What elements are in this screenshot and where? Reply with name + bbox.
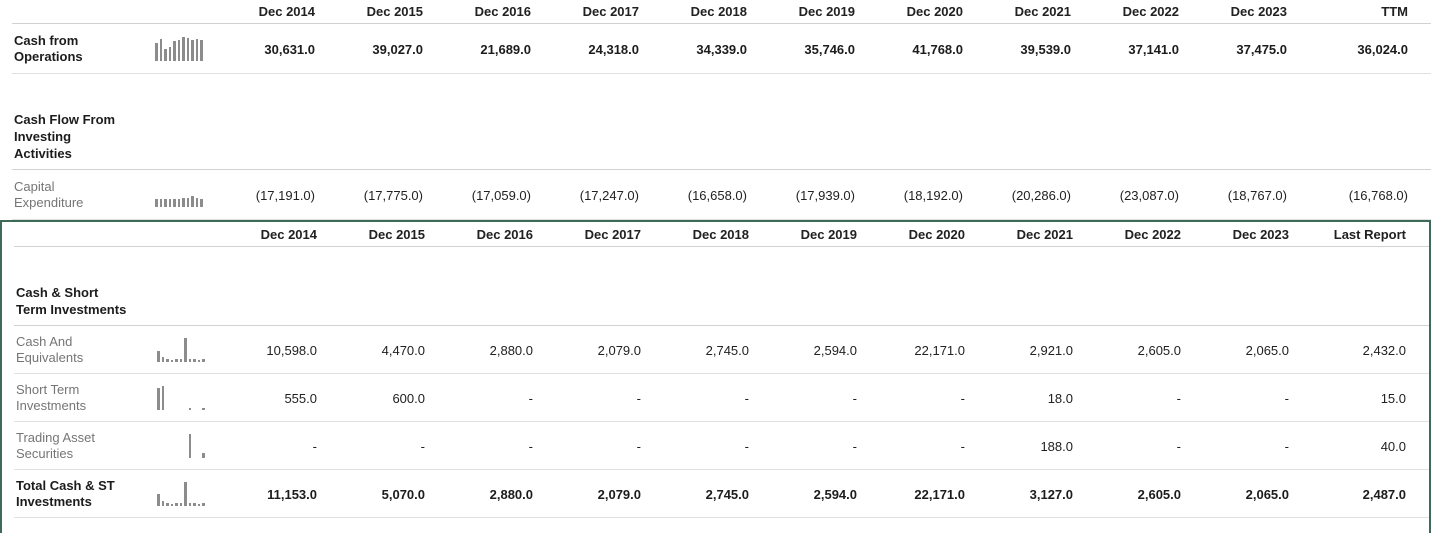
table-row[interactable] (2, 374, 1429, 422)
spark-bar (169, 47, 172, 61)
spark-bar (157, 351, 160, 362)
spark-bar (189, 359, 192, 362)
spark-bar (187, 198, 190, 207)
column-header: Dec 2021 (1016, 227, 1073, 242)
sparkline-chart (157, 386, 207, 410)
spark-bar (160, 199, 163, 207)
spark-bar (178, 40, 181, 61)
table-row[interactable] (0, 24, 1431, 74)
cell-value: 18.0 (1047, 390, 1073, 406)
spark-bar (169, 199, 172, 207)
table-header-row (0, 0, 1431, 24)
row-label: Short Term Investments (16, 382, 87, 413)
column-header: Dec 2019 (798, 4, 855, 19)
sparkline-chart (157, 338, 207, 362)
column-header: Dec 2015 (366, 4, 423, 19)
spark-bar (202, 503, 205, 506)
cell-value: (17,775.0) (363, 187, 423, 203)
cell-value: 2,432.0 (1362, 342, 1406, 358)
spark-slot (202, 386, 207, 410)
section-heading-row (2, 247, 1429, 326)
section-heading-row (0, 74, 1431, 170)
cell-value: 22,171.0 (914, 486, 965, 502)
spark-bar (171, 504, 174, 506)
spark-bar (184, 338, 187, 362)
spark-bar (202, 453, 205, 458)
cell-value: 10,598.0 (266, 342, 317, 358)
cell-value: (16,768.0) (1348, 187, 1408, 203)
column-header: Dec 2023 (1232, 227, 1289, 242)
cell-value: 3,127.0 (1029, 486, 1073, 502)
cell-value: (20,286.0) (1011, 187, 1071, 203)
cell-value: 600.0 (392, 390, 425, 406)
cell-value: 34,339.0 (696, 41, 747, 57)
spark-bar (182, 198, 185, 207)
row-label: Cash from Operations (14, 33, 83, 64)
spark-slot (202, 338, 207, 362)
spark-bar (202, 408, 205, 410)
cell-value: - (528, 438, 533, 454)
spark-bar (189, 408, 192, 410)
cell-value: 36,024.0 (1357, 41, 1408, 57)
column-header: Dec 2021 (1014, 4, 1071, 19)
table-row[interactable] (2, 326, 1429, 374)
spark-bar (173, 199, 176, 207)
cell-value: 2,065.0 (1245, 342, 1289, 358)
cell-value: 2,880.0 (489, 486, 533, 502)
spark-bar (180, 359, 183, 362)
spark-bar (191, 196, 194, 207)
spark-bar (175, 503, 178, 506)
spark-bar (162, 386, 165, 410)
table-row[interactable] (0, 170, 1431, 220)
cell-value: (16,658.0) (687, 187, 747, 203)
column-header: Dec 2016 (474, 4, 531, 19)
sparkline-cell (132, 422, 212, 470)
cell-value: - (960, 438, 965, 454)
cell-value: - (1176, 390, 1181, 406)
spark-bar (180, 503, 183, 506)
cell-value: - (636, 390, 641, 406)
cell-value: 37,475.0 (1236, 41, 1287, 57)
cell-value: - (528, 390, 533, 406)
cash-flow-table (0, 0, 1431, 220)
cell-value: 5,070.0 (381, 486, 425, 502)
cell-value: 21,689.0 (480, 41, 531, 57)
cell-value: 24,318.0 (588, 41, 639, 57)
column-header: Dec 2020 (906, 4, 963, 19)
column-header: Dec 2014 (258, 4, 315, 19)
column-header: Dec 2014 (260, 227, 317, 242)
row-label: Capital Expenditure (14, 179, 84, 210)
spark-slot (202, 434, 207, 458)
spark-bar (162, 357, 165, 362)
cell-value: 2,605.0 (1137, 342, 1181, 358)
cell-value: 2,605.0 (1137, 486, 1181, 502)
spark-bar (200, 40, 203, 61)
section-heading: Cash Flow From Investing Activities (14, 112, 116, 161)
sparkline-chart (157, 482, 207, 506)
cell-value: - (1284, 390, 1289, 406)
spark-slot (202, 482, 207, 506)
cell-value: - (852, 390, 857, 406)
sparkline-cell (132, 374, 212, 422)
spark-bar (187, 38, 190, 61)
column-header: Dec 2015 (368, 227, 425, 242)
spark-slot (200, 183, 205, 207)
spark-bar (162, 501, 165, 506)
row-label: Total Cash & ST Investments (16, 478, 115, 509)
column-header: Dec 2022 (1124, 227, 1181, 242)
cell-value: 11,153.0 (267, 486, 317, 502)
sparkline-cell (130, 24, 210, 74)
spark-bar (198, 504, 201, 506)
spark-bar (166, 503, 169, 506)
spark-bar (164, 49, 167, 61)
spark-bar (196, 198, 199, 207)
cell-value: (17,247.0) (579, 187, 639, 203)
column-header: Dec 2019 (800, 227, 857, 242)
cell-value: - (1284, 438, 1289, 454)
cell-value: - (744, 390, 749, 406)
cell-value: (18,192.0) (903, 187, 963, 203)
cell-value: 37,141.0 (1128, 41, 1179, 57)
spark-bar (193, 503, 196, 506)
spark-bar (189, 434, 192, 458)
row-label: Cash And Equivalents (16, 334, 84, 365)
cell-value: (23,087.0) (1119, 187, 1179, 203)
cell-value: 555.0 (284, 390, 317, 406)
spark-bar (191, 40, 194, 61)
cell-value: - (420, 438, 425, 454)
spark-bar (193, 359, 196, 362)
column-header: Dec 2023 (1230, 4, 1287, 19)
spark-bar (200, 199, 203, 207)
cell-value: 2,594.0 (813, 486, 857, 502)
sparkline-chart (155, 37, 205, 61)
cell-value: 22,171.0 (914, 342, 965, 358)
cell-value: 188.0 (1040, 438, 1073, 454)
spark-bar (182, 37, 185, 61)
cell-value: (17,939.0) (795, 187, 855, 203)
spark-bar (171, 360, 174, 362)
table-header-row (2, 222, 1429, 247)
cell-value: - (636, 438, 641, 454)
cell-value: (17,059.0) (471, 187, 531, 203)
cell-value: 2,745.0 (705, 342, 749, 358)
balance-sheet-table (0, 220, 1431, 533)
cell-value: - (744, 438, 749, 454)
cell-value: 39,027.0 (372, 41, 423, 57)
section-heading: Cash & Short Term Investments (16, 285, 127, 317)
cell-value: 30,631.0 (264, 41, 315, 57)
cell-value: - (312, 438, 317, 454)
cell-value: 2,079.0 (597, 342, 641, 358)
column-header: TTM (1381, 4, 1408, 19)
cell-value: 2,921.0 (1029, 342, 1073, 358)
cell-value: (18,767.0) (1227, 187, 1287, 203)
spark-bar (178, 199, 181, 207)
cell-value: (17,191.0) (255, 187, 315, 203)
cell-value: 4,470.0 (381, 342, 425, 358)
spark-bar (173, 41, 176, 61)
spark-bar (198, 360, 201, 362)
spark-bar (157, 494, 160, 506)
column-header: Dec 2018 (690, 4, 747, 19)
table-row[interactable] (2, 470, 1429, 518)
cell-value: 2,079.0 (597, 486, 641, 502)
column-header: Dec 2020 (908, 227, 965, 242)
spark-bar (189, 503, 192, 506)
cell-value: - (1176, 438, 1181, 454)
cell-value: 2,594.0 (813, 342, 857, 358)
spark-bar (155, 43, 158, 61)
column-header: Dec 2016 (476, 227, 533, 242)
spark-bar (184, 482, 187, 506)
cell-value: 2,880.0 (489, 342, 533, 358)
spark-bar (160, 39, 163, 61)
row-label: Trading Asset Securities (16, 430, 96, 461)
cell-value: 15.0 (1380, 390, 1406, 406)
spark-bar (166, 359, 169, 362)
spark-slot (200, 37, 205, 61)
cell-value: - (852, 438, 857, 454)
cell-value: 2,745.0 (705, 486, 749, 502)
cell-value: 2,065.0 (1245, 486, 1289, 502)
sparkline-chart (157, 434, 207, 458)
sparkline-cell (132, 470, 212, 518)
cell-value: - (960, 390, 965, 406)
column-header: Dec 2017 (584, 227, 641, 242)
cell-value: 35,746.0 (804, 41, 855, 57)
table-row[interactable] (2, 422, 1429, 470)
spark-bar (155, 199, 158, 207)
sparkline-cell (130, 170, 210, 220)
cell-value: 41,768.0 (912, 41, 963, 57)
column-header: Dec 2017 (582, 4, 639, 19)
cell-value: 39,539.0 (1020, 41, 1071, 57)
cell-value: 40.0 (1380, 438, 1406, 454)
sparkline-cell (132, 326, 212, 374)
column-header: Last Report (1333, 227, 1406, 242)
spark-bar (175, 359, 178, 362)
column-header: Dec 2018 (692, 227, 749, 242)
spark-bar (202, 359, 205, 362)
cell-value: 2,487.0 (1362, 486, 1406, 502)
spark-bar (157, 388, 160, 410)
spark-bar (196, 39, 199, 61)
sparkline-chart (155, 183, 205, 207)
spark-bar (164, 199, 167, 207)
column-header: Dec 2022 (1122, 4, 1179, 19)
